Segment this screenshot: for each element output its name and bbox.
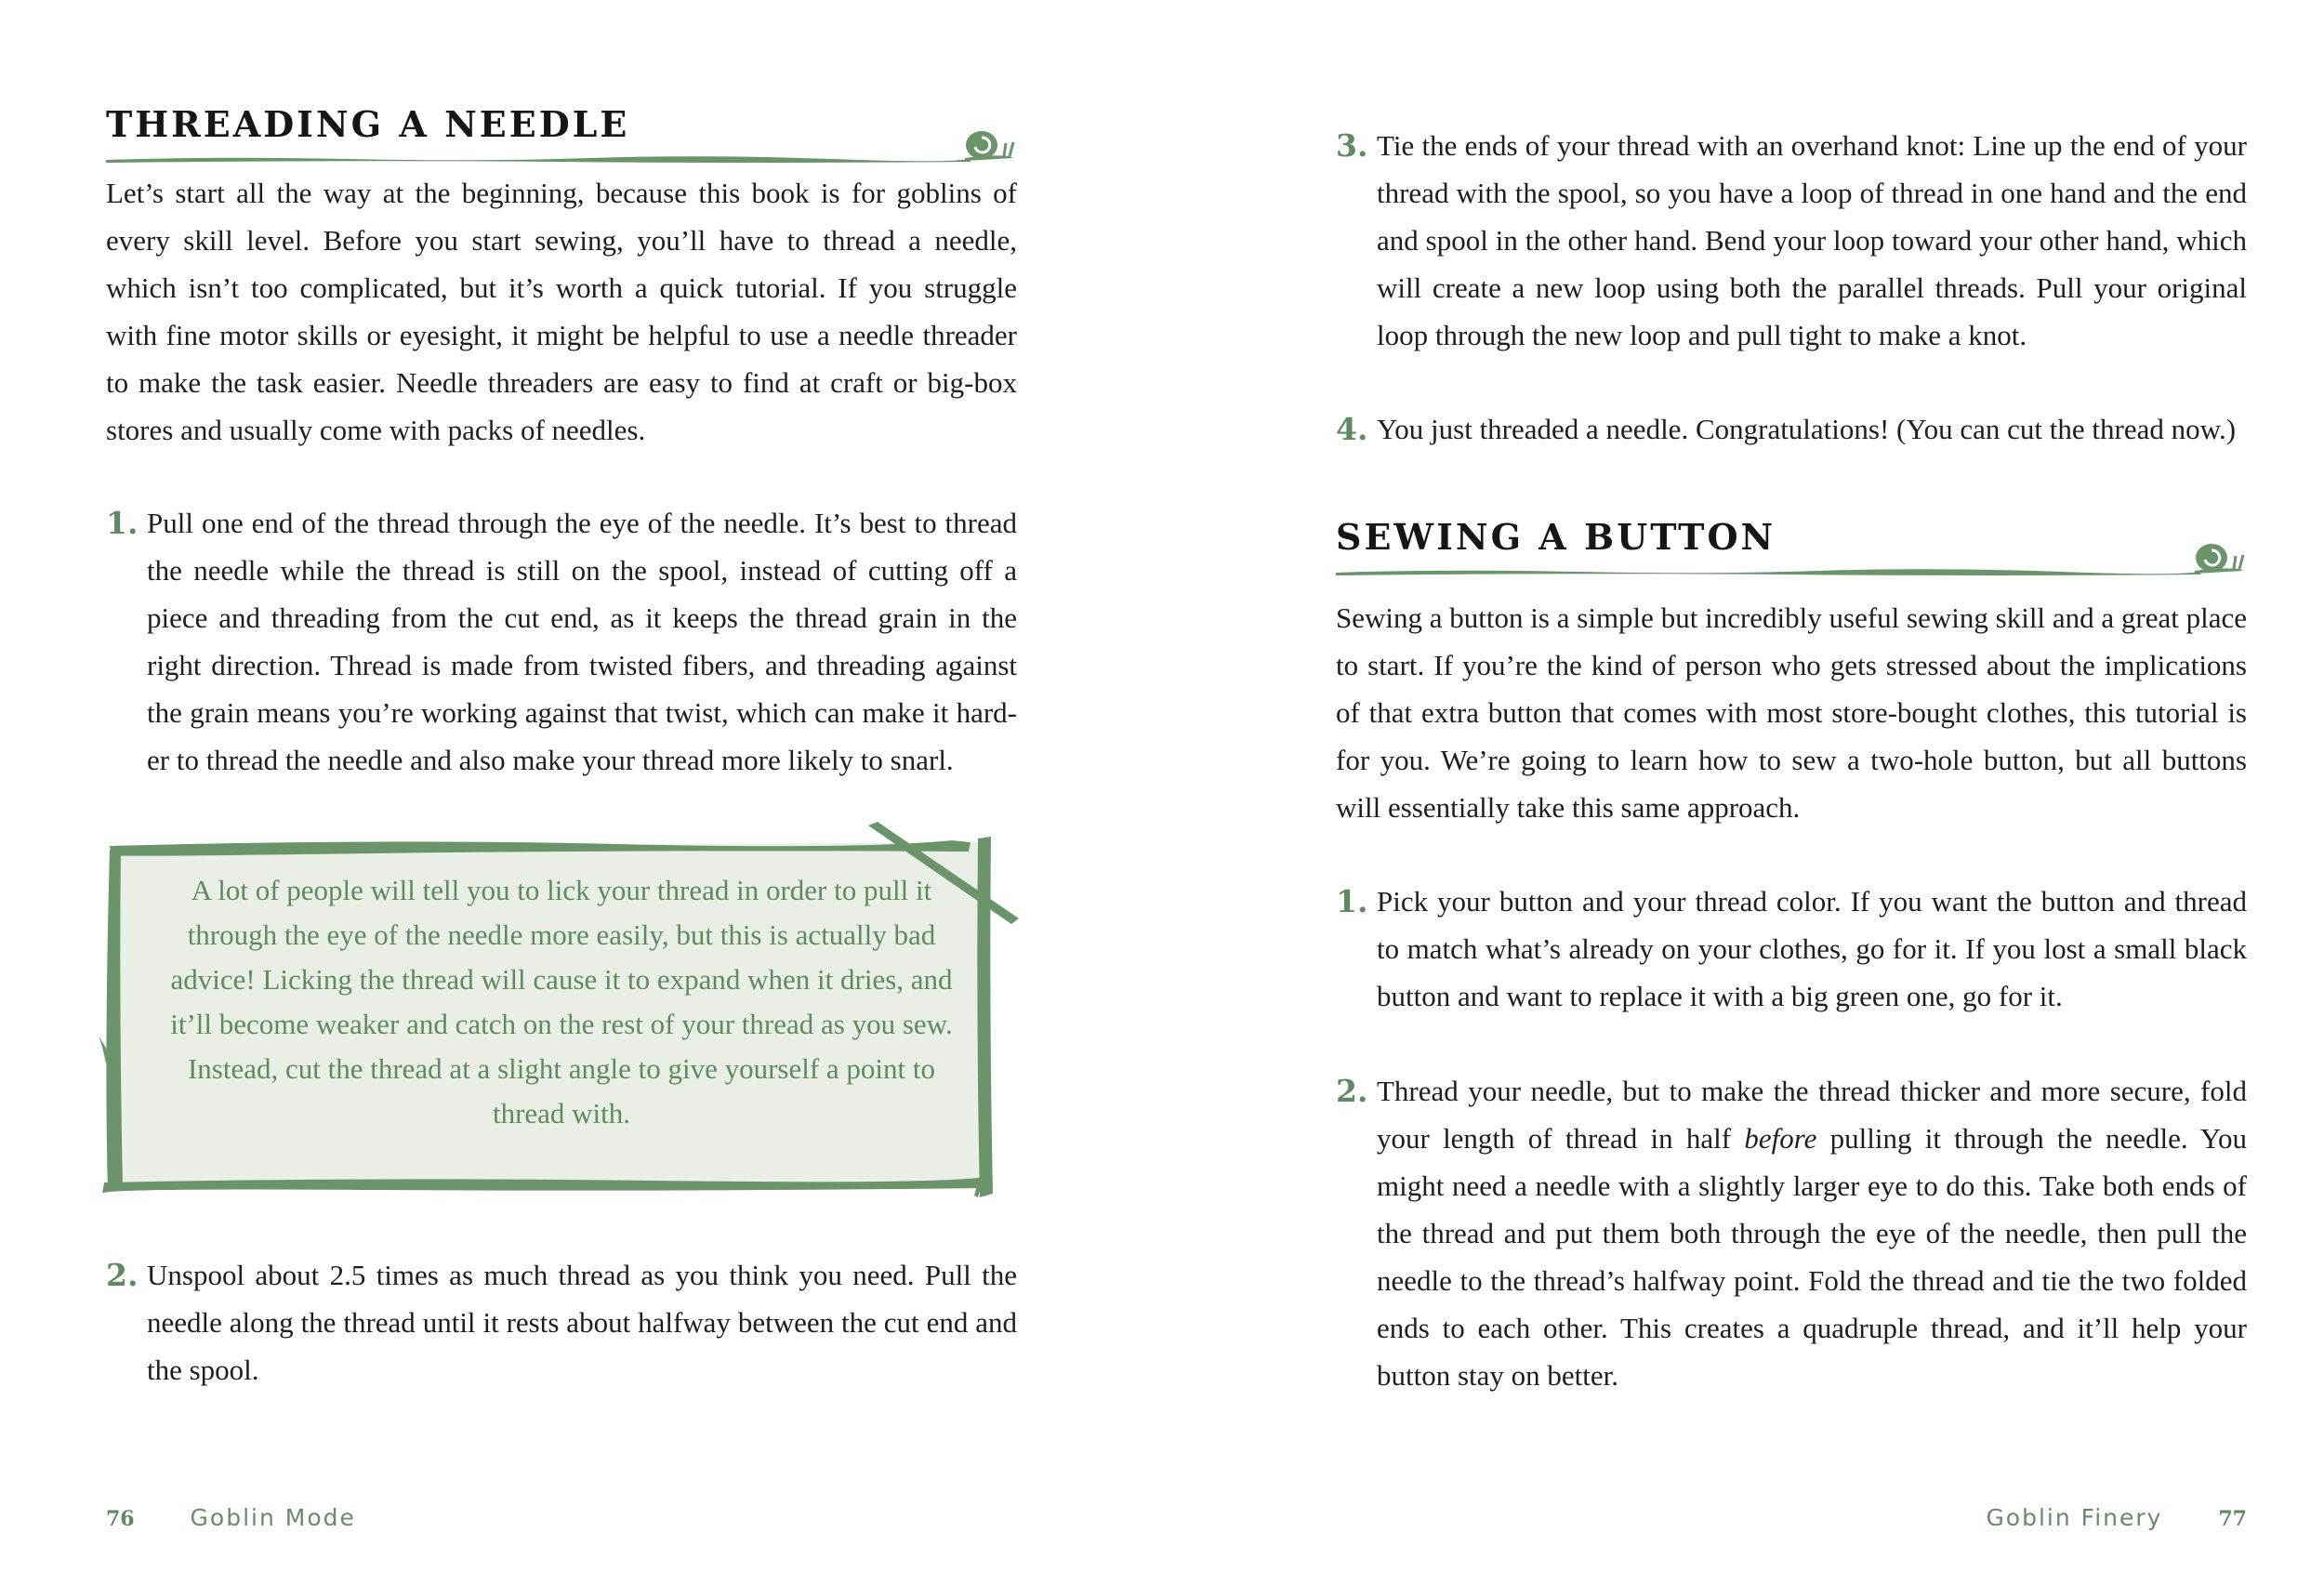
- emphasis-word: before: [1744, 1122, 1817, 1155]
- right-page: [1162, 0, 2324, 1585]
- tip-text: A lot of people will tell you to lick your thread in order to pull it through the eye of the needle more easily, but this is actually bad advice! Licking the thread will cause it to expand when it dries, and it’ll become weaker and catch on the rest of your thread as you sew. Instead, cut the thread at a slight angle to give yourself a point to thread with.: [170, 874, 953, 1129]
- step-text: Tie the ends of your thread with an overhand knot: Line up the end of your thread with the spool, so you have a loop of thread in one hand and the end and spool in the other hand. Bend your loop toward your other hand, which will create a new loop using both the parallel threads. Pull your original loop through the new loop and pull tight to make a knot.: [1377, 129, 2247, 351]
- step-text: Pull one end of the thread through the eye of the needle. It’s best to thread the needle while the thread is still on the spool, instead of cutting off a piece and threading from the cut end, as it keeps the thread grain in the right direction. Thread is made from twisted fibers, and threading against the grain means you’re working against that twist, which can make it harder to thread the needle and also make your thread more likely to snarl.: [147, 507, 1017, 776]
- step-text: [1377, 1067, 2247, 1399]
- step-number: 2.: [106, 1257, 139, 1293]
- heading-rule: [1336, 563, 2247, 582]
- tip-callout-box: [97, 822, 1026, 1205]
- intro-paragraph: Sewing a button is a simple but incredibly useful sewing skill and a great place to start. If you’re the kind of person who gets stressed about the implications of that extra button that comes with most store-bought clothes, this tutorial is for you. We’re going to learn how to sew a two-hole button, but all buttons will essentially take this same approach.: [1336, 601, 2247, 824]
- section-heading-button: [1336, 517, 2247, 582]
- page-number: 77: [2218, 1507, 2247, 1531]
- running-head: Goblin Finery: [1986, 1504, 2163, 1531]
- step-text: You just threaded a needle. Congratulations! (You can cut the thread now.): [1377, 413, 2237, 445]
- step-number: 1.: [1336, 883, 1368, 919]
- step-number: 4.: [1336, 411, 1368, 447]
- intro-paragraph: Let’s start all the way at the beginning, because this book is for goblins of every skill level. Before you start sewing, you’ll have to thread a needle, which isn’t too complicated, but it’s worth a quick tutorial. If you struggle with fine motor skills or eyesight, it might be helpful to use a needle threader to make the task easier. Needle threaders are easy to find at craft or big-box stores and usually come with packs of needles.: [106, 177, 1017, 446]
- heading-title: THREADING A NEEDLE: [106, 103, 630, 145]
- step-text-part: pulling it through the needle. You might need a needle with a slightly larger eye to do this. Take both ends of the thread and put them both through the eye of the needle, then pull the needle to the thread’s halfway point. Fold the thread and tie the two folded ends to each other. This creates a quadruple thread, and it’ll help your button stay on better.: [1377, 1122, 2247, 1392]
- footer-right: [1986, 1504, 2247, 1531]
- running-head: Goblin Mode: [190, 1504, 356, 1531]
- step-number: 1.: [106, 505, 139, 541]
- step-number: 2.: [1336, 1073, 1368, 1109]
- snail-icon: [963, 126, 1017, 164]
- step-text-part: Thread your needle, but to make the thread thicker and more secure, fold your length of thread in half: [1377, 1075, 2247, 1155]
- step-number: 3.: [1336, 127, 1368, 164]
- step-text: Unspool about 2.5 times as much thread as you think you need. Pull the needle along the thread until it rests about halfway between the cut end and the spool.: [147, 1259, 1017, 1386]
- heading-title: SEWING A BUTTON: [1336, 516, 1776, 558]
- section-heading-threading: [106, 104, 1017, 169]
- heading-rule: [106, 151, 1017, 169]
- page-number: 76: [106, 1507, 135, 1531]
- step-text: Pick your button and your thread color. If you want the button and thread to match what’s already on your clothes, go for it. If you lost a small black button and want to replace it with a big green one, go for it.: [1377, 885, 2247, 1012]
- footer-left: [106, 1504, 356, 1531]
- snail-icon: [2193, 539, 2247, 576]
